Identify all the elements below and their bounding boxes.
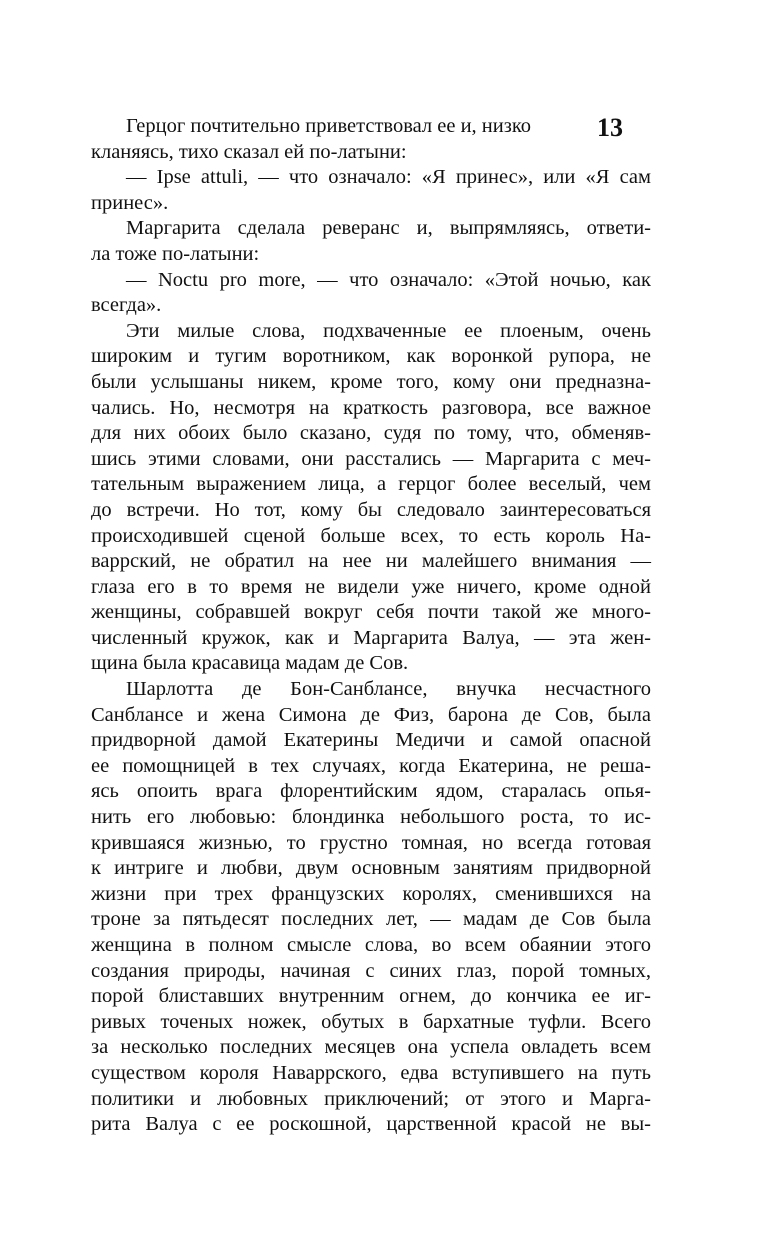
text-line: придворной дамой Екатерины Медичи и самой опасной	[91, 729, 651, 752]
text-line: женщины, собравшей вокруг себя почти такой же много-	[91, 601, 651, 624]
text-line: варрский, не обратил на нее ни малейшего внимания —	[91, 550, 651, 573]
text-line: политики и любовных приключений; от этого и Марга-	[91, 1087, 651, 1110]
text-line: Шарлотта де Бон-Санблансе, внучка несчастного	[126, 678, 651, 701]
text-line: Маргарита сделала реверанс и, выпрямляясь, ответи-	[126, 217, 651, 240]
text-line: всегда».	[91, 294, 162, 317]
text-line: чались. Но, несмотря на краткость разговора, все важное	[91, 396, 651, 419]
text-line: Герцог почтительно приветствовал ее и, низко	[126, 115, 532, 137]
text-line: щина была красавица мадам де Сов.	[91, 652, 409, 675]
text-line: ее помощницей в тех случаях, когда Екатерина, не реша-	[91, 754, 651, 777]
text-line: происходившей сценой больше всех, то есть король На-	[91, 524, 651, 547]
text-line: кланяясь, тихо сказал ей по-латыни:	[91, 140, 407, 163]
text-line: жизни при трех французских королях, сменившихся на	[91, 882, 651, 905]
text-line: численный кружок, как и Маргарита Валуа, — эта жен-	[91, 626, 651, 649]
text-line: — Ipse attuli, — что означало: «Я принес», или «Я сам	[126, 166, 651, 189]
text-line: троне за пятьдесят последних лет, — мадам де Сов была	[91, 908, 651, 931]
text-line: — Noctu pro more, — что означало: «Этой ночью, как	[126, 268, 651, 291]
text-line: рита Валуа с ее роскошной, царственной красой не вы-	[91, 1113, 651, 1136]
text-line: ясь опоить врага флорентийским ядом, старалась опья-	[91, 780, 651, 803]
body-text	[91, 114, 651, 1138]
text-line: существом короля Наваррского, едва вступившего на путь	[91, 1061, 651, 1084]
text-line: глаза его в то время не видели уже ничего, кроме одной	[91, 575, 651, 598]
text-line: шись этими словами, они расстались — Маргарита с меч-	[91, 447, 651, 470]
text-line: были услышаны никем, кроме того, кому они предназна-	[91, 370, 651, 393]
text-line: ривых точеных ножек, обутых в бархатные туфли. Всего	[91, 1010, 651, 1033]
text-line: порой блиставших внутренним огнем, до кончика ее иг-	[91, 985, 651, 1008]
text-line: создания природы, начиная с синих глаз, порой томных,	[91, 959, 651, 982]
text-line: Санблансе и жена Симона де Физ, барона де Сов, была	[91, 703, 651, 726]
text-line: ла тоже по-латыни:	[91, 242, 260, 265]
text-line: для них обоих было сказано, судя по тому, что, обменяв-	[91, 422, 651, 445]
text-line: за несколько последних месяцев она успела овладеть всем	[91, 1036, 651, 1059]
text-line: к интриге и любви, двум основным занятиям придворной	[91, 857, 651, 880]
page-number: 13	[597, 113, 623, 142]
text-line: широким и тугим воротником, как воронкой рупора, не	[91, 345, 651, 368]
text-line: до встречи. Но тот, кому бы следовало заинтересоваться	[91, 498, 651, 521]
text-line: Эти милые слова, подхваченные ее плоеным, очень	[126, 319, 651, 342]
text-line: нить его любовью: блондинка небольшого роста, то ис-	[91, 806, 651, 829]
text-line: тательным выражением лица, а герцог более веселый, чем	[91, 473, 651, 496]
text-line: крившаяся жизнью, то грустно томная, но всегда готовая	[91, 831, 651, 854]
text-line: женщина в полном смысле слова, во всем обаянии этого	[91, 934, 651, 956]
text-line: принес».	[91, 191, 169, 214]
